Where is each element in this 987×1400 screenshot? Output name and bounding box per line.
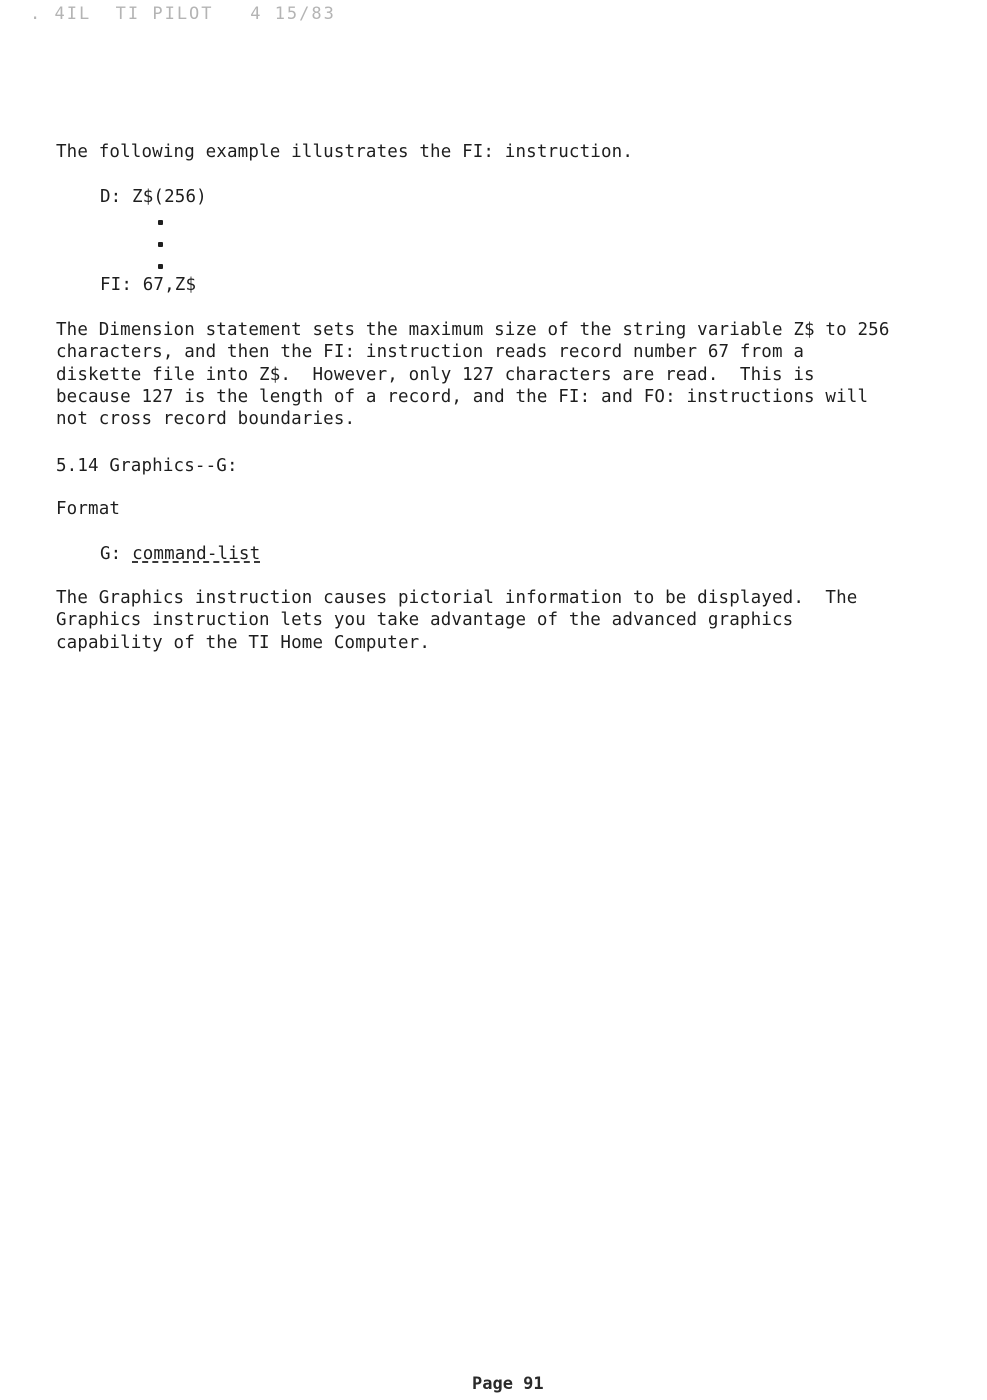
example-dimension-line: D: Z$(256) [100,187,207,207]
example-fi-line: FI: 67,Z$ [100,275,197,295]
intro-sentence: The following example illustrates the FI: instruction. [56,142,634,162]
paragraph-line: The Graphics instruction causes pictorial information to be displayed. The [56,588,858,608]
dimension-explanation-paragraph [56,319,956,430]
page-number: Page 91 [472,1374,544,1394]
ellipsis-dot [158,242,163,247]
graphics-description-paragraph [56,587,956,654]
format-label: Format [56,499,121,519]
syntax-argument: command-list [132,544,261,564]
paragraph-line: Graphics instruction lets you take advantage of the advanced graphics [56,610,794,631]
paragraph-line: characters, and then the FI: instruction reads record number 67 from a [56,342,805,363]
running-header: . 4IL TI PILOT 4 15/83 [30,4,336,24]
ellipsis-dot [158,264,163,269]
syntax-prefix: G: [100,544,133,564]
paragraph-line: capability of the TI Home Computer. [56,632,431,653]
syntax-line [100,543,260,565]
section-heading: 5.14 Graphics--G: [56,456,238,476]
ellipsis-dot [158,220,163,225]
paragraph-line: The Dimension statement sets the maximum size of the string variable Z$ to 256 [56,320,890,340]
paragraph-line: because 127 is the length of a record, and the FI: and FO: instructions will [56,386,869,407]
paragraph-line: diskette file into Z$. However, only 127 characters are read. This is [56,364,815,385]
paragraph-line: not cross record boundaries. [56,409,356,430]
